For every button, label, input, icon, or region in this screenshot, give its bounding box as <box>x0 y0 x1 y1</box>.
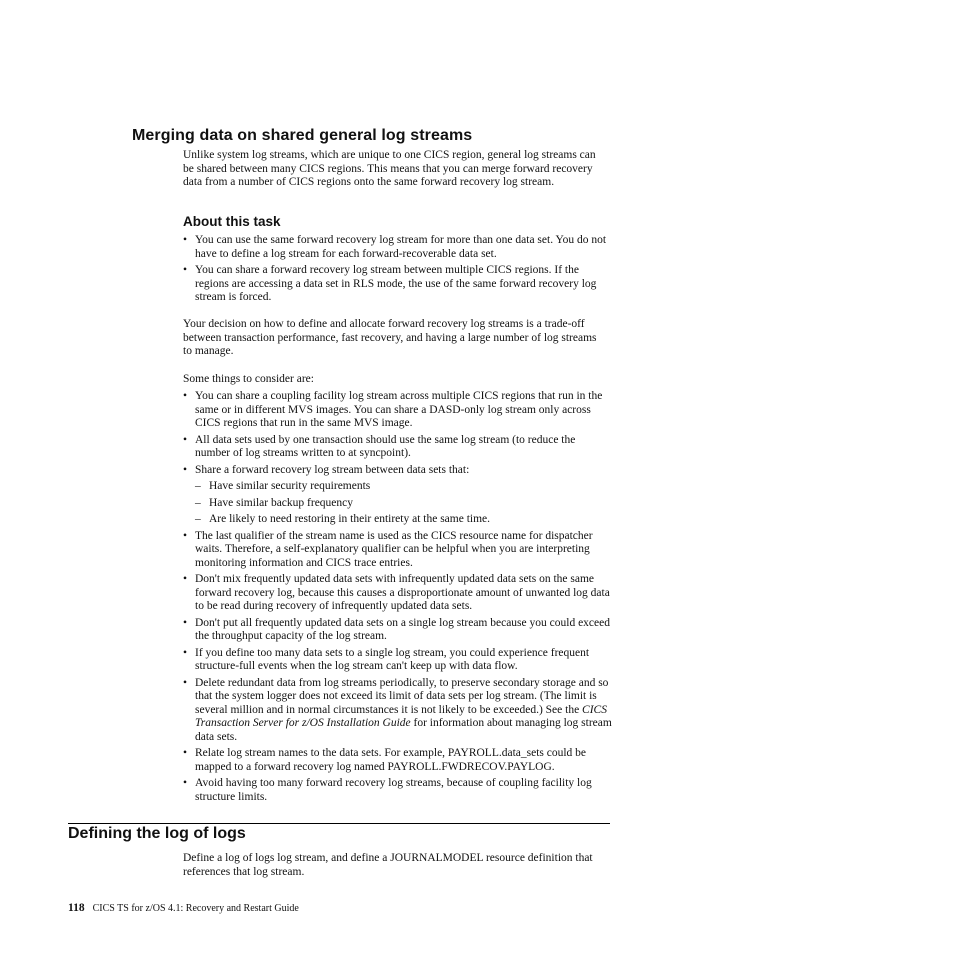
list-item: • You can use the same forward recovery log stream for more than one data set. You do not have to define a log stream for each forward-recoverable data set. <box>183 234 607 260</box>
list-item: • Avoid having too many forward recovery log streams, because of coupling facility log structure limits. <box>183 777 592 803</box>
section-title-merging: Merging data on shared general log streams <box>132 127 473 144</box>
consider-bullet-list <box>183 390 613 804</box>
list-item: • If you define too many data sets to a single log stream, you could experience frequent structure-full events when the log stream can't keep up with data flow. <box>183 646 590 672</box>
list-item: • You can share a coupling facility log stream across multiple CICS regions that run in the same or in different MVS images. You can share a DASD-only log stream only across CICS regions that run in the same MVS image. <box>183 390 603 429</box>
page-footer <box>68 902 299 914</box>
list-item: • Don't mix frequently updated data sets with infrequently updated data sets on the same forward recovery log, because this causes a disproportionate amount of unwanted log data to be read during recovery of infrequently updated data sets. <box>183 573 610 612</box>
book-title: CICS TS for z/OS 4.1: Recovery and Restart Guide <box>92 903 299 914</box>
list-item: • Share a forward recovery log stream between data sets that: <box>183 463 470 476</box>
list-item: • You can share a forward recovery log stream between multiple CICS regions. If the regions are accessing a data set in RLS mode, the use of the same forward recovery log stream is forced. <box>183 264 597 303</box>
task-bullet-list <box>183 234 613 305</box>
consider-intro: Some things to consider are: <box>183 373 314 385</box>
intro-paragraph: Unlike system log streams, which are unique to one CICS region, general log streams can be shared between many CICS regions. This means that you can merge forward recovery data from a number of CICS regions onto the same forward recovery log stream. <box>183 149 596 188</box>
list-item: • Delete redundant data from log streams periodically, to preserve secondary storage and so that the system logger does not exceed its limit of data sets per log stream. (The limit is several million and in normal circumstances it is not likely to be exceeded.) See the CICS Transaction Server for z/OS Installation Guide for information about managing log stream data sets. <box>183 676 612 743</box>
list-item: • Don't put all frequently updated data sets on a single log stream because you could exceed the throughput capacity of the log stream. <box>183 616 610 642</box>
installation-guide-reference: CICS Transaction Server for z/OS Installation Guide <box>195 703 607 729</box>
list-item: – Have similar security requirements <box>195 480 371 492</box>
list-item: • Relate log stream names to the data sets. For example, PAYROLL.data_sets could be mapped to a forward recovery log named PAYROLL.FWDRECOV.PAYLOG. <box>183 747 587 773</box>
log-of-logs-paragraph: Define a log of logs log stream, and define a JOURNALMODEL resource definition that references that log stream. <box>183 852 593 878</box>
section-title-log-of-logs: Defining the log of logs <box>68 825 246 842</box>
decision-paragraph: Your decision on how to define and allocate forward recovery log streams is a trade-off between transaction performance, fast recovery, and having a large number of log streams to manage. <box>183 318 597 357</box>
list-item: • The last qualifier of the stream name is used as the CICS resource name for dispatcher waits. Therefore, a self-explanatory qualifier can be helpful when you are interpreting monitoring information and CICS trace entries. <box>183 529 593 569</box>
subheading-about-task: About this task <box>183 214 281 229</box>
page-number: 118 <box>68 902 85 914</box>
list-item: • All data sets used by one transaction should use the same log stream (to reduce the number of log streams written to at syncpoint). <box>183 433 576 459</box>
list-item: – Are likely to need restoring in their entirety at the same time. <box>195 513 491 525</box>
section-divider <box>68 823 610 824</box>
list-item: – Have similar backup frequency <box>195 496 354 509</box>
